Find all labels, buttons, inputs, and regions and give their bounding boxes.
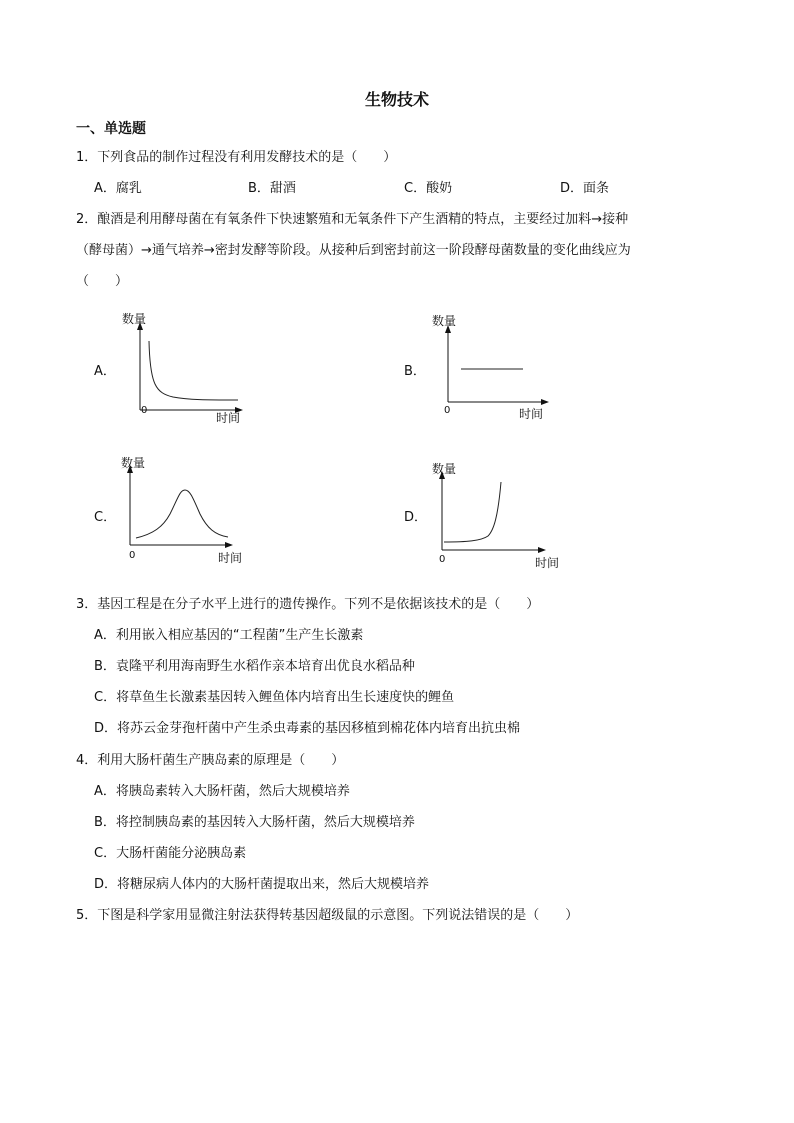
graph-c-origin: 0 [129, 550, 136, 561]
page-title: 生物技术 [364, 90, 429, 109]
graph-b-origin: 0 [444, 405, 451, 416]
graph-a-x-label: 时间 [216, 411, 241, 425]
graph-a-y-label: 数量 [122, 312, 147, 326]
question-4-stem: 4．利用大肠杆菌生产胰岛素的原理是（ ） [76, 753, 345, 768]
question-3-option-a: A．利用嵌入相应基因的“工程菌”生产生长激素 [94, 628, 364, 643]
graph-c-x-arrow [225, 542, 233, 548]
graph-a-curve [149, 341, 238, 400]
graph-a-origin: 0 [141, 405, 148, 416]
graph-c [118, 452, 258, 572]
question-4-option-d: D．将糖尿病人体内的大肠杆菌提取出来，然后大规模培养 [94, 877, 430, 892]
graph-d-curve [444, 482, 501, 542]
graph-b-x-label: 时间 [519, 407, 544, 421]
section-heading: 一、单选题 [76, 121, 146, 137]
graph-c-y-label: 数量 [121, 456, 146, 470]
question-2-line-2: （酵母菌）→通气培养→密封发酵等阶段。从接种后到密封前这一阶段酵母菌数量的变化曲线应为 [76, 243, 631, 258]
question-2-line-3: （ ） [76, 274, 129, 289]
graph-c-option-label: C． [94, 510, 117, 525]
question-4-option-b: B．将控制胰岛素的基因转入大肠杆菌，然后大规模培养 [94, 815, 415, 830]
question-1-option-a: A．腐乳 [94, 181, 142, 196]
graph-a [118, 305, 258, 430]
question-4-option-a: A．将胰岛素转入大肠杆菌，然后大规模培养 [94, 784, 350, 799]
question-3-stem: 3．基因工程是在分子水平上进行的遗传操作。下列不是依据该技术的是（ ） [76, 597, 540, 612]
graph-d-y-label: 数量 [432, 462, 457, 476]
question-1-option-b: B．甜酒 [248, 181, 296, 196]
graph-b-x-arrow [541, 399, 549, 405]
question-2-line-1: 2．酿酒是利用酵母菌在有氧条件下快速繁殖和无氧条件下产生酒精的特点，主要经过加料→接种 [76, 212, 629, 227]
graph-a-option-label: A． [94, 364, 116, 379]
graph-c-x-label: 时间 [218, 551, 243, 565]
question-3-option-b: B．袁隆平利用海南野生水稻作亲本培育出优良水稻品种 [94, 659, 415, 674]
graph-d-option-label: D． [404, 510, 428, 525]
graph-d-x-arrow [538, 547, 546, 553]
graph-b-option-label: B． [404, 364, 426, 379]
graph-d-x-label: 时间 [535, 556, 560, 570]
question-3-option-c: C．将草鱼生长激素基因转入鲤鱼体内培育出生长速度快的鲤鱼 [94, 690, 455, 705]
question-1-option-d: D．面条 [560, 181, 610, 196]
question-3-option-d: D．将苏云金芽孢杆菌中产生杀虫毒素的基因移植到棉花体内培育出抗虫棉 [94, 721, 521, 736]
graph-d-origin: 0 [439, 554, 446, 565]
graph-b-y-label: 数量 [432, 314, 457, 328]
question-5-stem: 5．下图是科学家用显微注射法获得转基因超级鼠的示意图。下列说法错误的是（ ） [76, 908, 579, 923]
graph-d [426, 456, 566, 574]
graph-b [426, 308, 566, 433]
question-1-stem: 1．下列食品的制作过程没有利用发酵技术的是（ ） [76, 150, 397, 165]
question-1-option-c: C．酸奶 [404, 181, 453, 196]
question-4-option-c: C．大肠杆菌能分泌胰岛素 [94, 846, 247, 861]
graph-c-curve [136, 490, 228, 538]
